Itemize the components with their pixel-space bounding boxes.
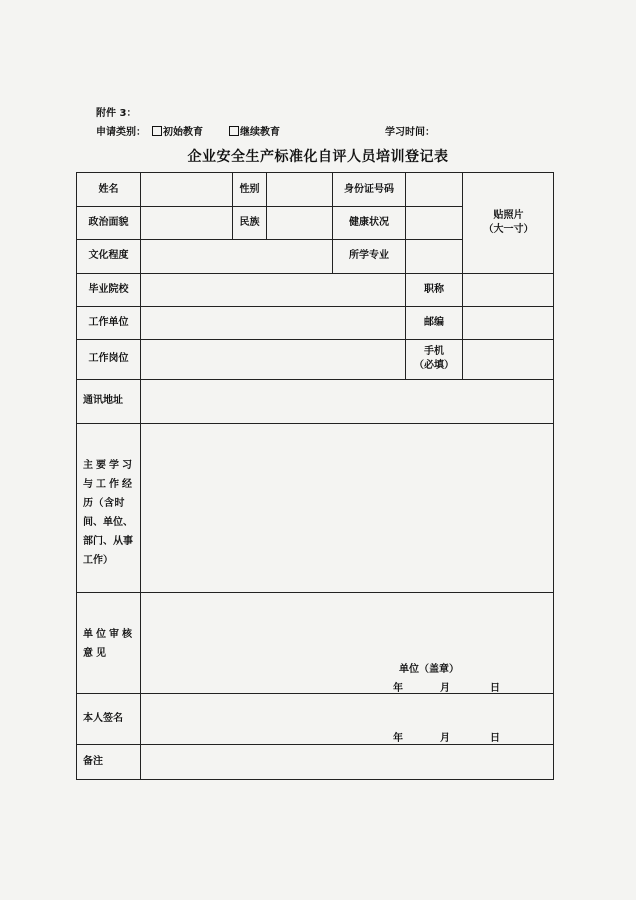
photo-label: 贴照片 <box>493 210 524 221</box>
label-employer: 工作单位 <box>88 316 129 328</box>
input-political[interactable] <box>141 207 231 238</box>
label-review-line: 单位审核 <box>83 629 135 640</box>
option-continuing-label: 继续教育 <box>240 127 280 138</box>
review-year-label: 年 <box>393 683 403 694</box>
input-education[interactable] <box>141 240 331 272</box>
input-title-rank[interactable] <box>463 274 553 305</box>
label-address: 通讯地址 <box>83 395 123 406</box>
label-history-line: 主要学习 <box>83 460 135 471</box>
seal-label: 单位（盖章） <box>399 664 459 675</box>
input-address[interactable] <box>141 380 553 422</box>
label-remarks: 备注 <box>83 756 103 767</box>
option-initial[interactable] <box>152 123 203 138</box>
input-history[interactable] <box>141 424 553 591</box>
checkbox-initial[interactable] <box>152 126 162 136</box>
input-name[interactable] <box>141 174 231 205</box>
label-gender: 性别 <box>239 183 260 195</box>
label-history-line: 历（含时 <box>83 498 125 509</box>
label-review-line: 意见 <box>83 648 109 659</box>
input-remarks[interactable] <box>141 745 553 779</box>
label-mobile-text: 手机 <box>424 346 444 357</box>
input-postcode[interactable] <box>463 307 553 338</box>
study-time-label: 学习时间： <box>385 127 435 138</box>
input-employer[interactable] <box>141 307 404 338</box>
input-position[interactable] <box>141 340 404 378</box>
input-school[interactable] <box>141 274 404 305</box>
option-initial-label: 初始教育 <box>163 127 203 138</box>
sign-year-label: 年 <box>393 733 403 744</box>
input-review[interactable] <box>141 593 553 692</box>
category-label: 申请类别： <box>96 127 146 138</box>
label-name: 姓名 <box>98 183 119 195</box>
photo-area <box>463 173 554 273</box>
page-title: 企业安全生产标准化自评人员培训登记表 <box>187 149 449 165</box>
label-history-line: 工作） <box>83 555 113 566</box>
sign-day-label: 日 <box>490 733 500 744</box>
option-continuing[interactable] <box>229 123 280 138</box>
checkbox-continuing[interactable] <box>229 126 239 136</box>
label-history-line: 部门、从事 <box>83 536 133 547</box>
input-id-number[interactable] <box>406 174 461 205</box>
label-postcode: 邮编 <box>424 316 444 328</box>
label-history <box>83 456 139 570</box>
label-ethnicity: 民族 <box>239 216 260 228</box>
input-ethnicity[interactable] <box>267 207 331 238</box>
attachment-label: 附件 3： <box>96 108 137 119</box>
label-mobile <box>406 339 462 379</box>
sign-month-label: 月 <box>440 733 450 744</box>
label-major: 所学专业 <box>349 250 389 261</box>
input-mobile[interactable] <box>463 340 553 378</box>
input-major[interactable] <box>406 240 461 272</box>
label-signature: 本人签名 <box>83 712 123 724</box>
label-history-line: 间、单位、 <box>83 517 133 528</box>
label-school: 毕业院校 <box>88 283 129 295</box>
photo-size-label: （大一寸） <box>483 224 534 235</box>
label-title-rank: 职称 <box>424 283 444 295</box>
label-health: 健康状况 <box>349 216 389 228</box>
review-month-label: 月 <box>440 683 450 694</box>
label-history-line: 与工作经 <box>83 479 135 490</box>
label-political: 政治面貌 <box>88 216 129 228</box>
registration-table <box>76 172 554 780</box>
label-id-number: 身份证号码 <box>344 183 394 195</box>
label-education: 文化程度 <box>88 250 129 261</box>
label-mobile-required: （必填） <box>414 360 454 371</box>
input-gender[interactable] <box>267 174 331 205</box>
label-review <box>83 625 139 663</box>
input-health[interactable] <box>406 207 461 238</box>
review-day-label: 日 <box>490 683 500 694</box>
label-position: 工作岗位 <box>88 353 129 364</box>
